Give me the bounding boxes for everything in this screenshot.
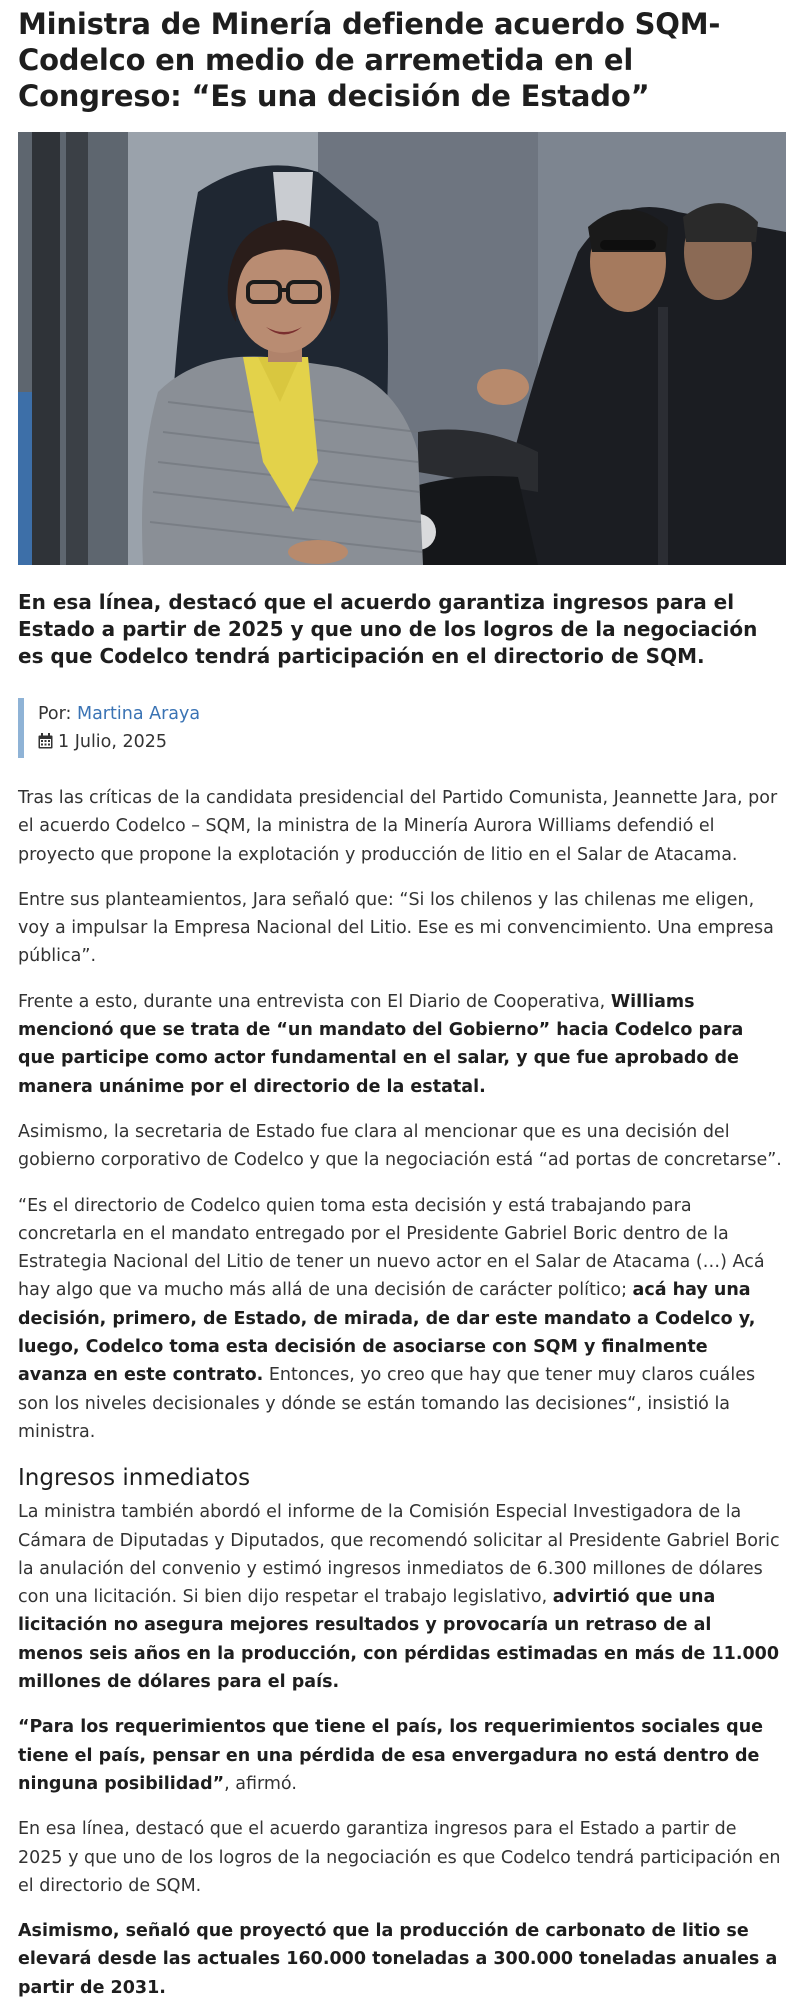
section-heading: Ingresos inmediatos (18, 1465, 251, 1492)
paragraph-8: En esa línea, destacó que el acuerdo garantiza ingresos para el Estado a partir de 2025 y que uno de los logros de la negociación es que Codelco tendrá participación en el directorio de SQM. (18, 1819, 781, 1896)
article-title: Ministra de Minería defiende acuerdo SQM-Codelco en medio de arremetida en el Congreso: “Es una decisión de Estado” (18, 7, 721, 113)
calendar-icon (38, 730, 53, 746)
photo-illustration (18, 132, 786, 565)
author-link[interactable]: Martina Araya (76, 704, 201, 724)
paragraph-9 (18, 1917, 782, 2002)
paragraph-3 (18, 988, 782, 1101)
paragraph-7-quote: “Para los requerimientos que tiene el país, los requerimientos sociales que tiene el país, pensar en una pérdida de esa envergadura no está dentro de ninguna posibilidad” (18, 1717, 764, 1794)
paragraph-6-bold: advirtió que una licitación no asegura mejores resultados y provocaría un retraso de al menos seis años en la producción, con pérdidas estimadas en más de 11.000 millones de dólares para el país. (18, 1587, 780, 1693)
byline-prefix: Por: (38, 704, 77, 724)
article-lead: En esa línea, destacó que el acuerdo garantiza ingresos para el Estado a partir de 2025 y que uno de los logros de la negociación es que Codelco tendrá participación en el directorio de SQM. (18, 590, 758, 668)
article-page (0, 4, 800, 2001)
paragraph-1: Tras las críticas de la candidata presidencial del Partido Comunista, Jeannette Jara, por el acuerdo Codelco – SQM, la ministra de la Minería Aurora Williams defendió el proyecto que propone la explotación y producción de litio en el Salar de Atacama. (18, 788, 778, 865)
paragraph-9-bold: Asimismo, señaló que proyectó que la producción de carbonato de litio se elevará desde las actuales 160.000 toneladas a 300.000 toneladas anuales a partir de 2031. (18, 1921, 778, 1998)
paragraph-7 (18, 1713, 782, 1798)
paragraph-3-bold: Williams mencionó que se trata de “un mandato del Gobierno” hacia Codelco para que participe como actor fundamental en el salar, y que fue aprobado de manera unánime por el directorio de la estatal. (18, 991, 744, 1097)
article-body (18, 784, 782, 2002)
paragraph-7-text: , afirmó. (224, 1773, 297, 1794)
paragraph-6 (18, 1498, 782, 1696)
paragraph-4: Asimismo, la secretaria de Estado fue clara al mencionar que es una decisión del gobierno corporativo de Codelco y que la negociación está “ad portas de concretarse”. (18, 1121, 782, 1171)
article-date: 1 Julio, 2025 (58, 732, 168, 752)
paragraph-5 (18, 1192, 782, 1447)
paragraph-6-text: La ministra también abordó el informe de la Comisión Especial Investigadora de la Cámara de Diputadas y Diputados, que recomendó solicitar al Presidente Gabriel Boric la anulación del convenio y estimó ingresos inmediatos de 6.300 millones de dólares con una licitación. Si bien dijo respetar el trabajo legislativo, (18, 1502, 780, 1608)
article-photo (18, 132, 786, 565)
paragraph-5-text-end: Entonces, yo creo que hay que tener muy claros cuáles son los niveles decisionales y dónde se están tomando las decisiones“, insistió la ministra. (18, 1365, 756, 1442)
paragraph-5-text: “Es el directorio de Codelco quien toma esta decisión y está trabajando para concretarla en el mandato entregado por el Presidente Gabriel Boric dentro de la Estrategia Nacional del Litio de tener un nuevo actor en el Salar de Atacama (…) Acá hay algo que va mucho más allá de una decisión de carácter político; (18, 1195, 765, 1301)
paragraph-5-bold: acá hay una decisión, primero, de Estado, de mirada, de dar este mandato a Codelco y, luego, Codelco toma esta decisión de asociarse con SQM y finalmente avanza en este contrato. (18, 1280, 756, 1386)
byline (18, 698, 782, 758)
author-line (38, 700, 782, 728)
paragraph-3-text: Frente a esto, durante una entrevista con El Diario de Cooperativa, (18, 991, 611, 1012)
paragraph-2: Entre sus planteamientos, Jara señaló que: “Si los chilenos y las chilenas me eligen, voy a impulsar la Empresa Nacional del Litio. Ese es mi convencimiento. Una empresa pública”. (18, 889, 774, 967)
date-line (38, 728, 782, 756)
